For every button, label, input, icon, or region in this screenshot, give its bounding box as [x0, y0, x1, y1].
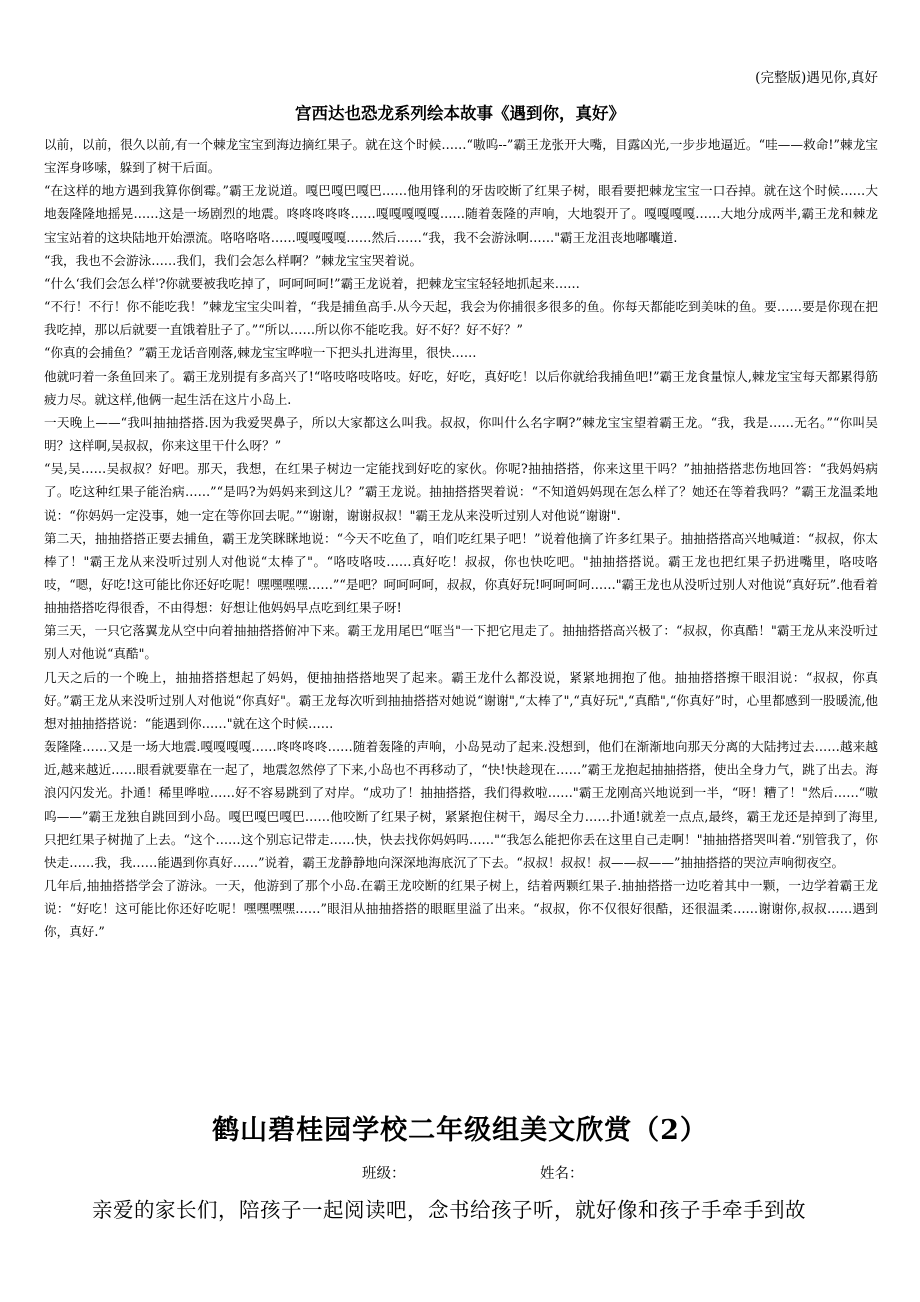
story-paragraph: “我，我也不会游泳……我们，我们会怎么样啊？”棘龙宝宝哭着说。	[44, 252, 423, 268]
story-paragraph: “在这样的地方遇到我算你倒霉。”霸王龙说道。嘎巴嘎巴嘎巴……他用锋利的牙齿咬断了红果子树，眼看要把棘龙宝宝一口吞掉。就在这个时候……大地轰隆隆地摇晃……这是一场剧烈的地震。咚咚咚咚咚……嘎嘎嘎嘎嘎……随着轰隆的声响，大地裂开了。嘎嘎嘎嘎……大地分成两半,霸王龙和棘龙宝宝站着的这块陆地开始漂流。咯咯咯咯……嘎嘎嘎嘎……然后……“我，我不会游泳啊……"霸王龙沮丧地嘟囔道.	[44, 183, 878, 245]
document-title: 鹤山碧桂园学校二年级组美文欣赏（2）	[212, 1115, 708, 1146]
story-paragraph: 以前，以前，很久以前,有一个棘龙宝宝到海边摘红果子。就在这个时候……“嗷呜--”霸王龙张开大嘴，目露凶光,一步步地逼近。“哇——救命!”棘龙宝宝浑身哆嗦，躲到了树干后面。	[44, 137, 878, 176]
story-paragraph: “什么‘我们会怎么样'?你就要被我吃掉了，呵呵呵呵!”霸王龙说着，把棘龙宝宝轻轻地抓起来……	[44, 275, 580, 291]
story-paragraph: 他就叼着一条鱼回来了。霸王龙别提有多高兴了!“咯吱咯吱咯吱。好吃，好吃，真好吃！以后你就给我捕鱼吧!”霸王龙食量惊人,棘龙宝宝每天都累得筋疲力尽。就这样,他俩一起生活在这片小岛上.	[44, 368, 878, 407]
story-paragraph: “吴,吴……吴叔叔？好吧。那天，我想，在红果子树边一定能找到好吃的家伙。你呢?抽抽搭搭，你来这里干吗？”抽抽搭搭悲伤地回答：“我妈妈病了。吃这种红果子能治病……”“是吗?为妈妈来到这儿？”霸王龙说。抽抽搭搭哭着说：“不知道妈妈现在怎么样了？她还在等着我吗？”霸王龙温柔地说：“你妈妈一定没事，她一定在等你回去呢。”“谢谢，谢谢叔叔！"霸王龙从来没听过别人对他说“谢谢".	[44, 461, 878, 523]
story-paragraph: 第三天，一只它落翼龙从空中向着抽抽搭搭俯冲下来。霸王龙用尾巴“哐当"一下把它甩走了。抽抽搭搭高兴极了：“叔叔，你真酷！"霸王龙从来没听过别人对他说“真酷"。	[44, 623, 878, 662]
story-paragraph: 第二天，抽抽搭搭正要去捕鱼，霸王龙笑眯眯地说：“今天不吃鱼了，咱们吃红果子吧！”说着他摘了许多红果子。抽抽搭搭高兴地喊道：“叔叔，你太棒了！"霸王龙从来没听过别人对他说“太棒了"。“咯吱咯吱……真好吃！叔叔，你也快吃吧。"抽抽搭搭说。霸王龙也把红果子扔进嘴里，咯吱咯吱，“嗯，好吃!这可能比你还好吃呢！嘿嘿嘿嘿……”“是吧？呵呵呵呵，叔叔，你真好玩!呵呵呵呵……"霸王龙也从没听过别人对他说“真好玩”.他看着抽抽搭搭吃得很香，不由得想：好想让他妈妈早点吃到红果子呀!	[44, 530, 878, 616]
story-paragraph: “不行！不行！你不能吃我！”棘龙宝宝尖叫着，“我是捕鱼高手.从今天起，我会为你捕很多很多的鱼。你每天都能吃到美味的鱼。要……要是你现在把我吃掉，那以后就要一直饿着肚子了。”“所以……所以你不能吃我。好不好？好不好？”	[44, 299, 878, 338]
class-label: 班级：	[362, 1166, 406, 1182]
story-paragraph: 几天之后的一个晚上，抽抽搭搭想起了妈妈，便抽抽搭搭地哭了起来。霸王龙什么都没说，紧紧地拥抱了他。抽抽搭搭擦干眼泪说：“叔叔，你真好。”霸王龙从来没听过别人对他说“你真好"。霸王龙每次听到抽抽搭搭对她说“谢谢",“太棒了",“真好玩",“真酷",“你真好”时，心里都感到一股暖流,他想对抽抽搭搭说：“能遇到你……"就在这个时候……	[44, 669, 878, 731]
story-title: 宫西达也恐龙系列绘本故事《遇到你，真好》	[295, 104, 625, 123]
name-label: 姓名：	[540, 1166, 584, 1182]
intro-paragraph: 亲爱的家长们，陪孩子一起阅读吧，念书给孩子听，就好像和孩子手牵手到故	[92, 1198, 806, 1222]
story-paragraph: “你真的会捕鱼？”霸王龙话音刚落,棘龙宝宝哗啦一下把头扎进海里，很快……	[44, 345, 477, 361]
story-paragraph: 几年后,抽抽搭搭学会了游泳。一天，他游到了那个小岛.在霸王龙咬断的红果子树上，结着两颗红果子.抽抽搭搭一边吃着其中一颗，一边学着霸王龙说：“好吃！这可能比你还好吃呢！嘿嘿嘿嘿……”眼泪从抽抽搭搭的眼眶里溢了出来。“叔叔，你不仅很好很酷，还很温柔……谢谢你,叔叔……遇到你，真好.”	[44, 878, 878, 940]
document-corner-label: (完整版)遇见你,真好	[755, 70, 878, 86]
story-body	[44, 133, 878, 943]
story-paragraph: 一天晚上——“我叫抽抽搭搭.因为我爱哭鼻子，所以大家都这么叫我。叔叔，你叫什么名字啊?”棘龙宝宝望着霸王龙。“我，我是……无名。”“你叫吴明？这样啊,吴叔叔，你来这里干什么呀？”	[44, 414, 878, 454]
story-paragraph: 轰隆隆……又是一场大地震.嘎嘎嘎嘎……咚咚咚咚……随着轰隆的声响，小岛晃动了起来.没想到，他们在渐渐地向那天分离的大陆拷过去……越来越近,越来越近……眼看就要靠在一起了，地震忽然停了下来,小岛也不再移动了，“快!快趁现在……”霸王龙抱起抽抽搭搭，使出全身力气，跳了出去。海浪闪闪发光。扑通！稀里哗啦……好不容易跳到了对岸。“成功了！抽抽搭搭，我们得救啦……"霸王龙刚高兴地说到一半，“呀！糟了！"然后……“嗷呜——”霸王龙独自跳回到小岛。嘎巴嘎巴嘎巴……他咬断了红果子树，紧紧抱住树干，竭尽全力……扑通!就差一点点,最终，霸王龙还是掉到了海里,只把红果子树抛了上去。“这个……这个别忘记带走……快，快去找你妈妈吗……"“我怎么能把你丢在这里自己走啊！"抽抽搭搭哭叫着.“别管我了，你快走……我，我……能遇到你真好……”说着，霸王龙静静地向深深地海底沉了下去。“叔叔！叔叔！叔——叔——”抽抽搭搭的哭泣声响彻夜空。	[44, 739, 878, 870]
